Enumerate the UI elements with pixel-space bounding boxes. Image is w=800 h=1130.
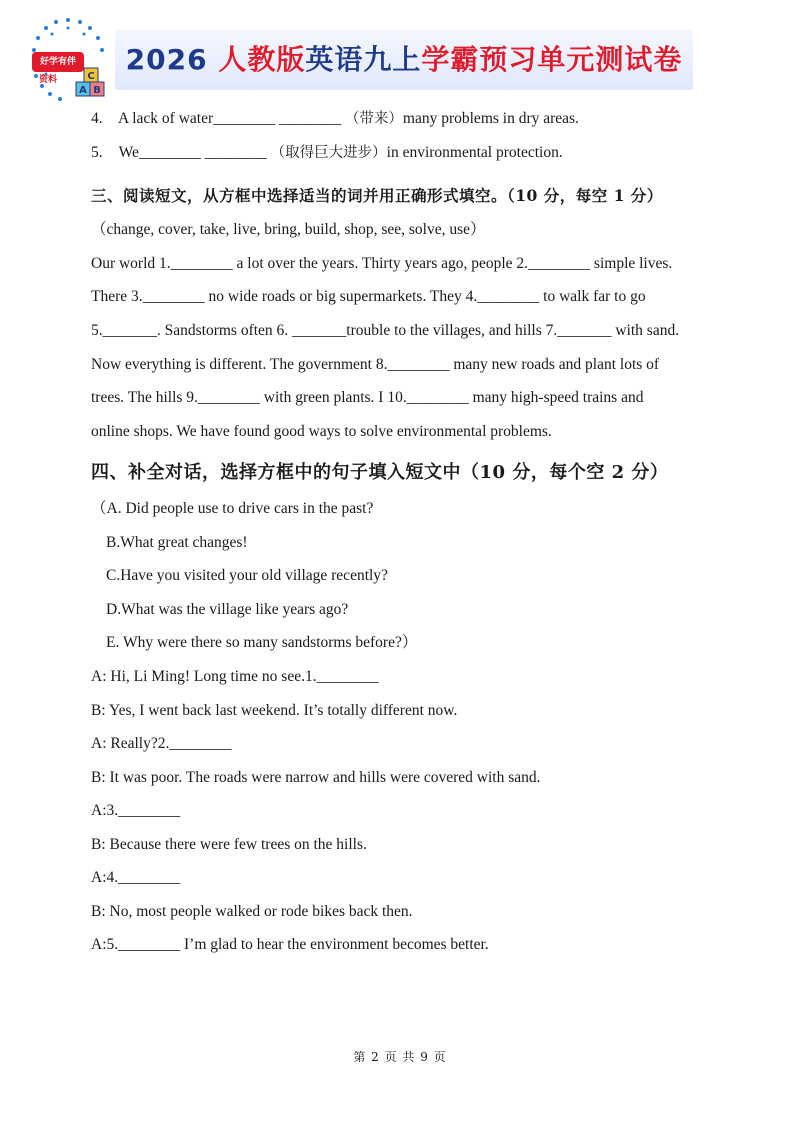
question-number: 4. (91, 110, 103, 127)
option-item: C.Have you visited your old village recently? (106, 567, 388, 584)
logo-graphic (22, 14, 114, 106)
question-hint: （带来） (344, 111, 403, 127)
passage-line: online shops. We have found good ways to solve environmental problems. (91, 423, 552, 440)
option-item: （A. Did people use to drive cars in the past? (91, 500, 374, 517)
question-5 (91, 143, 563, 163)
logo-text-top: 好学有伴 (39, 57, 77, 67)
question-text-end: in environmental protection. (386, 144, 563, 161)
logo-block-b: B (93, 85, 101, 96)
dialogue-line: A: Really?2.________ (91, 735, 232, 752)
question-text: A lack of water________ ________ (118, 110, 342, 127)
word-box: （change, cover, take, live, bring, build, shop, see, solve, use） (91, 221, 486, 238)
question-hint: （取得巨大进步） (270, 145, 387, 161)
section-4-heading: 四、补全对话，选择方框中的句子填入短文中（10 分，每个空 2 分） (91, 462, 669, 483)
option-item: D.What was the village like years ago? (106, 601, 349, 618)
passage-line: trees. The hills 9.________ with green plants. I 10.________ many high-speed trains and (91, 389, 644, 406)
option-item: B.What great changes! (106, 534, 248, 551)
passage-line: Our world 1.________ a lot over the years. Thirty years ago, people 2.________ simple lives. (91, 255, 673, 272)
question-4 (91, 109, 579, 129)
logo-block-c: C (87, 71, 95, 82)
question-number: 5. (91, 144, 103, 161)
dialogue-line: A: Hi, Li Ming! Long time no see.1.________ (91, 668, 379, 685)
dialogue-line: A:3.________ (91, 802, 181, 819)
question-text: We________ ________ (118, 144, 267, 161)
logo-block-a: A (79, 85, 87, 96)
page-number: 第 2 页 共 9 页 (353, 1050, 447, 1064)
dialogue-line: B: No, most people walked or rode bikes back then. (91, 903, 413, 920)
title-banner (115, 30, 693, 90)
dialogue-line: B: It was poor. The roads were narrow and hills were covered with sand. (91, 769, 541, 786)
page-title (115, 38, 693, 78)
passage-line: There 3.________ no wide roads or big supermarkets. They 4.________ to walk far to go (91, 288, 646, 305)
brand-logo (22, 14, 114, 106)
page-header (0, 0, 800, 100)
passage-line: Now everything is different. The government 8.________ many new roads and plant lots of (91, 356, 660, 373)
option-item: E. Why were there so many sandstorms before?） (106, 634, 418, 651)
dialogue-line: B: Yes, I went back last weekend. It’s totally different now. (91, 702, 458, 719)
title-year: 2026 (125, 43, 208, 76)
passage-line: 5._______. Sandstorms often 6. _______trouble to the villages, and hills 7._______ with sand. (91, 322, 680, 339)
dialogue-line: B: Because there were few trees on the hills. (91, 836, 367, 853)
dialogue-line: A:5.________ I’m glad to hear the environment becomes better. (91, 936, 489, 953)
title-subject: 英语九上 (305, 43, 422, 76)
question-text-end: many problems in dry areas. (402, 110, 579, 127)
section-3-heading: 三、阅读短文，从方框中选择适当的词并用正确形式填空。（10 分，每空 1 分） (91, 186, 663, 205)
title-edition: 人教版 (218, 43, 306, 76)
title-test-name: 学霸预习单元测试卷 (421, 43, 683, 76)
dialogue-line: A:4.________ (91, 869, 181, 886)
logo-text-bottom: 资料 (38, 75, 58, 85)
